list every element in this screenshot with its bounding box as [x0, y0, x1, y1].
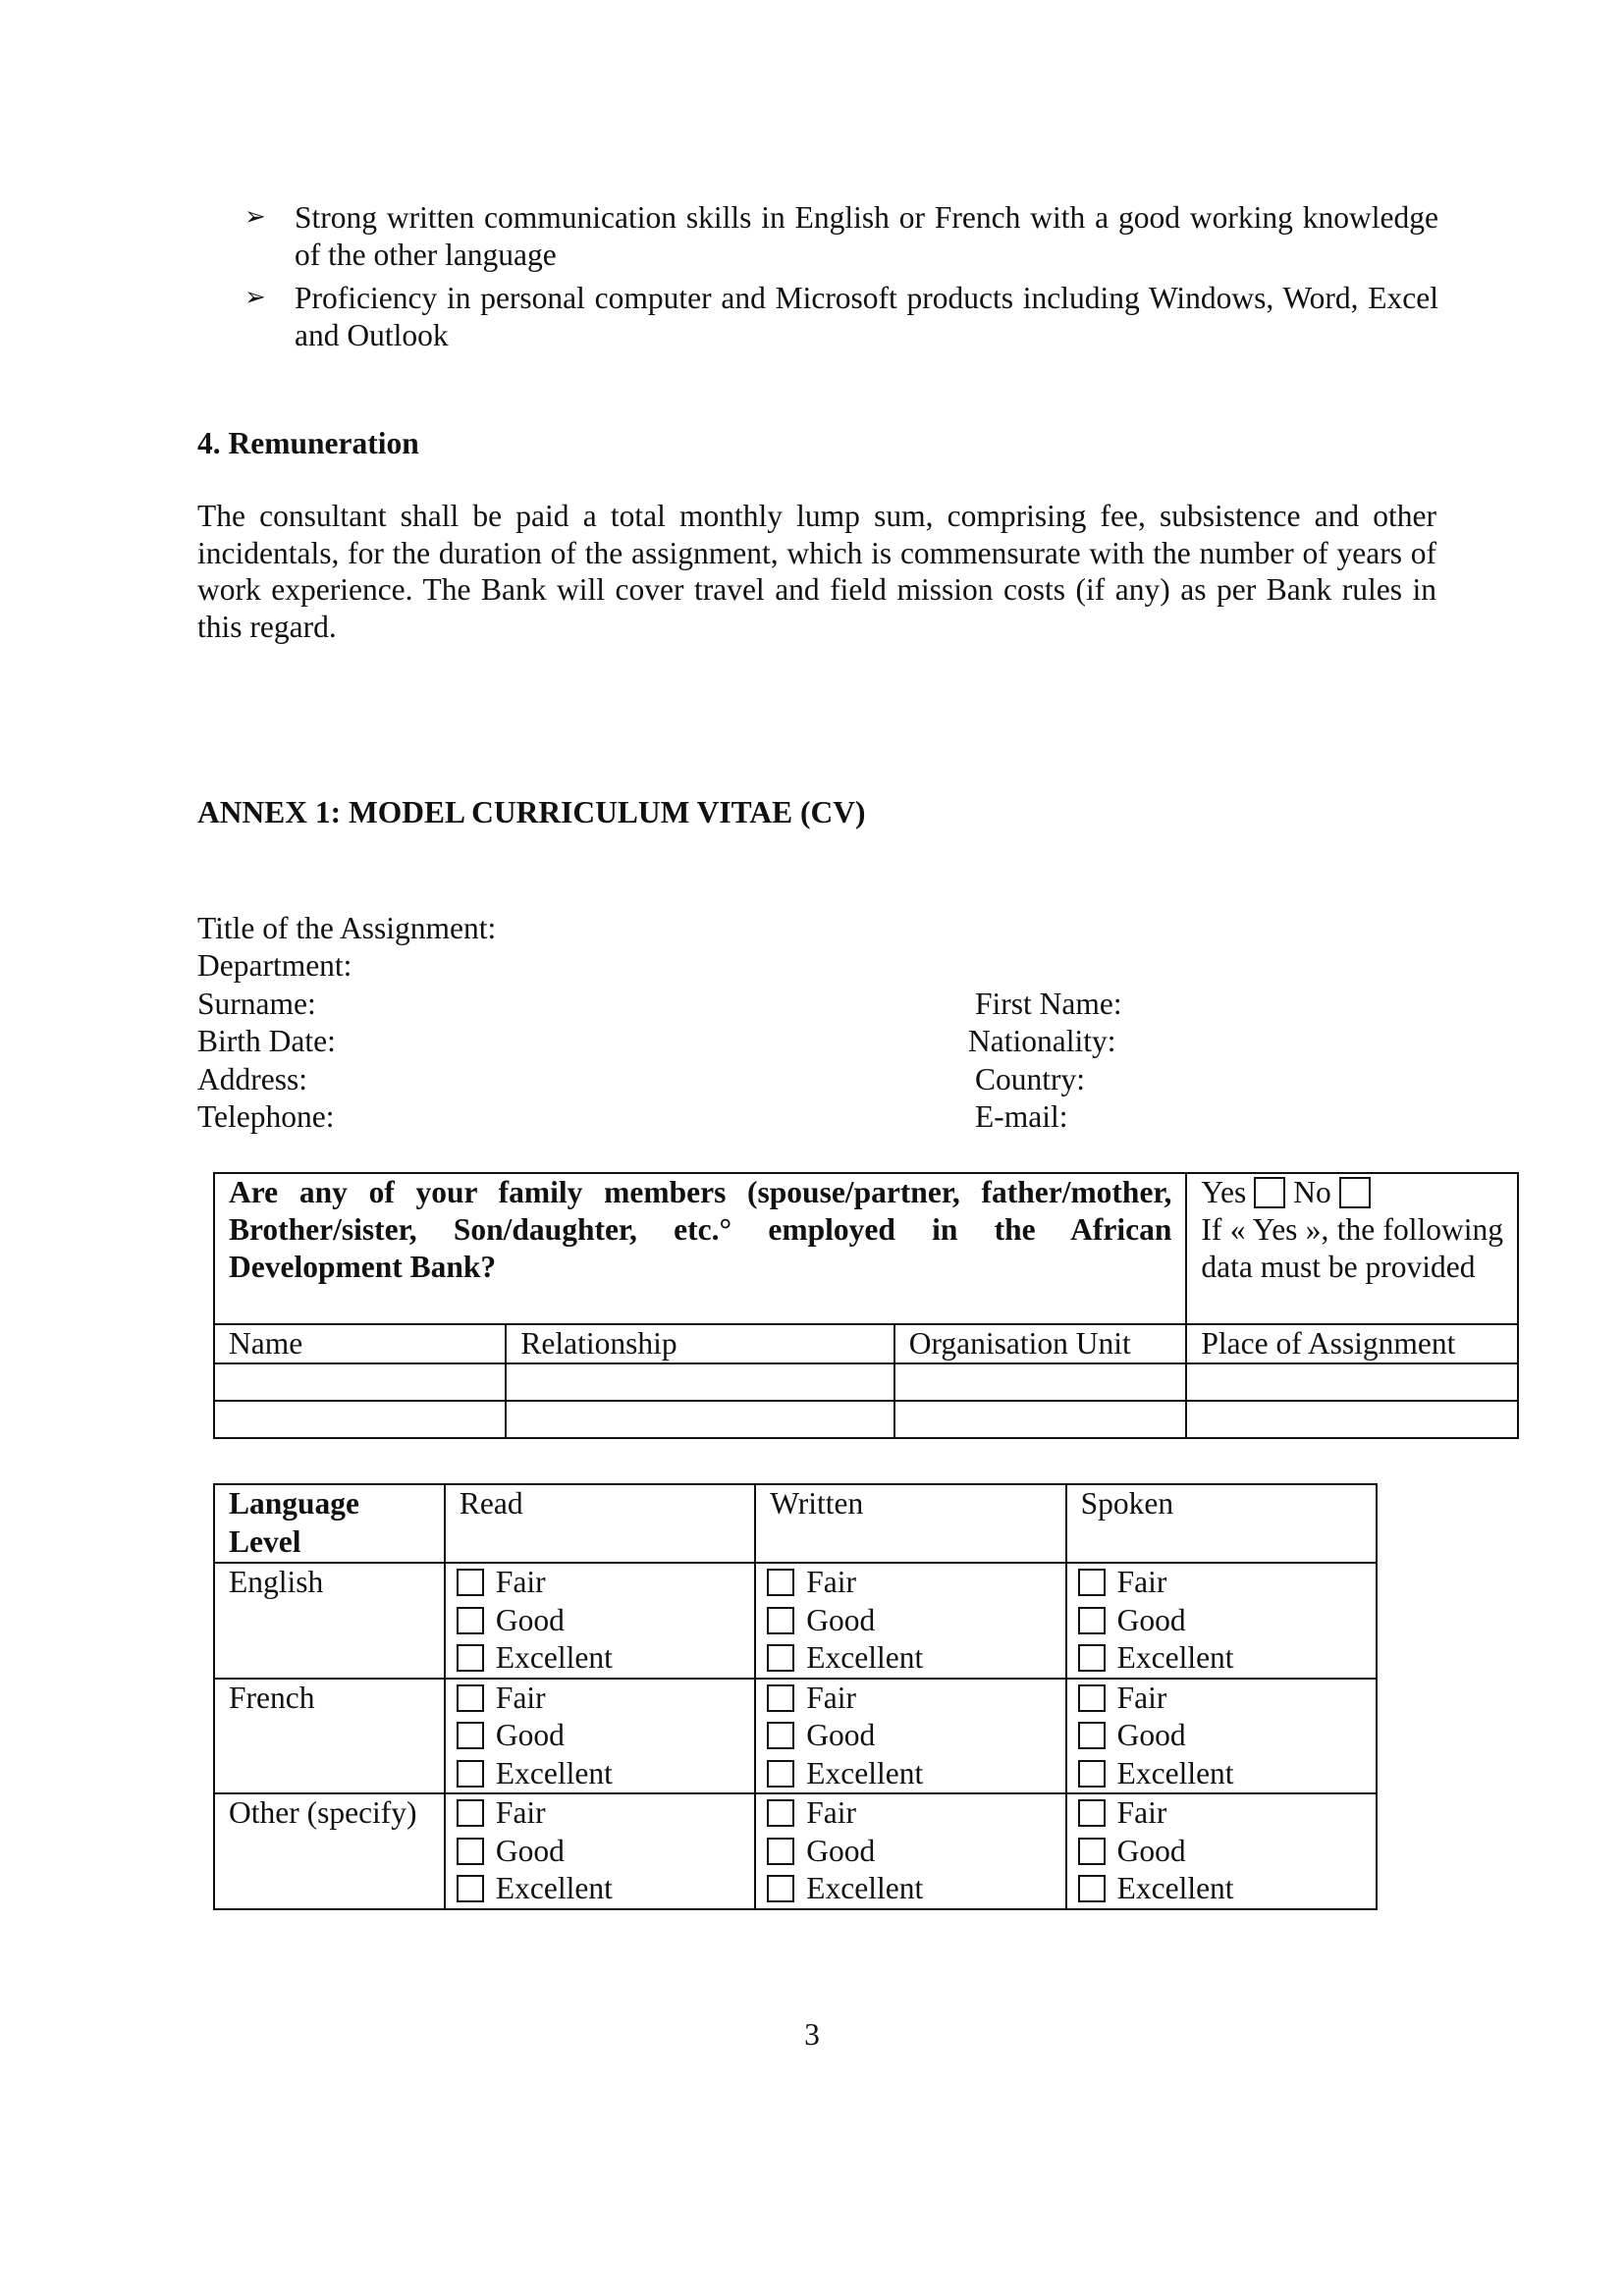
- excellent-option[interactable]: [1081, 1870, 1362, 1908]
- read-options: [445, 1679, 755, 1794]
- written-options: [755, 1563, 1065, 1679]
- column-header-name: Name: [214, 1324, 506, 1363]
- spoken-options: [1066, 1679, 1377, 1794]
- organisation-unit-cell[interactable]: [894, 1401, 1187, 1438]
- written-options: [755, 1793, 1065, 1909]
- excellent-option[interactable]: [460, 1755, 740, 1793]
- department-label: Department:: [197, 948, 352, 983]
- good-label: Good: [806, 1718, 876, 1752]
- arrow-bullet-icon: ➢: [244, 202, 266, 232]
- fair-checkbox[interactable]: [767, 1684, 794, 1712]
- language-english: English: [214, 1563, 445, 1679]
- fair-label: Fair: [495, 1565, 546, 1599]
- column-header-read: Read: [445, 1484, 755, 1563]
- good-label: Good: [495, 1833, 565, 1868]
- fair-checkbox[interactable]: [767, 1799, 794, 1827]
- yes-no-cell: [1186, 1173, 1518, 1324]
- fair-checkbox[interactable]: [457, 1684, 484, 1712]
- good-checkbox[interactable]: [767, 1722, 794, 1749]
- good-label: Good: [1116, 1718, 1186, 1752]
- fair-label: Fair: [1116, 1680, 1167, 1715]
- place-of-assignment-cell[interactable]: [1186, 1363, 1518, 1401]
- spoken-options: [1066, 1563, 1377, 1679]
- excellent-label: Excellent: [806, 1755, 924, 1790]
- good-label: Good: [806, 1833, 876, 1868]
- table-row: [214, 1793, 1377, 1909]
- surname-label: Surname:: [197, 987, 316, 1021]
- good-label: Good: [495, 1718, 565, 1752]
- fair-option[interactable]: [770, 1794, 1051, 1833]
- fair-checkbox[interactable]: [457, 1799, 484, 1827]
- address-label: Address:: [197, 1062, 307, 1096]
- excellent-checkbox[interactable]: [767, 1760, 794, 1788]
- page-number: 3: [804, 2017, 820, 2052]
- good-option[interactable]: [1081, 1717, 1362, 1755]
- fair-checkbox[interactable]: [457, 1569, 484, 1596]
- excellent-option[interactable]: [1081, 1755, 1362, 1793]
- fair-option[interactable]: [770, 1564, 1051, 1602]
- telephone-label: Telephone:: [197, 1099, 335, 1134]
- good-option[interactable]: [460, 1717, 740, 1755]
- fair-label: Fair: [495, 1795, 546, 1830]
- column-header-written: Written: [755, 1484, 1065, 1563]
- good-label: Good: [1116, 1602, 1186, 1637]
- good-checkbox[interactable]: [767, 1607, 794, 1634]
- fair-label: Fair: [806, 1680, 857, 1715]
- excellent-option[interactable]: [770, 1870, 1051, 1908]
- excellent-option[interactable]: [770, 1755, 1051, 1793]
- good-option[interactable]: [770, 1602, 1051, 1640]
- table-row: [214, 1563, 1377, 1679]
- place-of-assignment-cell[interactable]: [1186, 1401, 1518, 1438]
- bullet-item: [245, 280, 1438, 353]
- excellent-checkbox[interactable]: [457, 1875, 484, 1902]
- good-label: Good: [1116, 1833, 1186, 1868]
- excellent-label: Excellent: [806, 1640, 924, 1675]
- excellent-checkbox[interactable]: [1078, 1760, 1106, 1788]
- language-french: French: [214, 1679, 445, 1794]
- excellent-checkbox[interactable]: [1078, 1644, 1106, 1672]
- remuneration-heading: 4. Remuneration: [197, 426, 419, 460]
- good-checkbox[interactable]: [457, 1838, 484, 1865]
- annex-heading: ANNEX 1: MODEL CURRICULUM VITAE (CV): [197, 795, 866, 829]
- excellent-option[interactable]: [460, 1870, 740, 1908]
- language-level-header: Language Level: [214, 1484, 445, 1563]
- yes-note: If « Yes », the following data must be provided: [1201, 1212, 1503, 1284]
- bullet-text: Strong written communication skills in English or French with a good working knowledge of the other language: [295, 200, 1438, 272]
- fair-label: Fair: [1116, 1795, 1167, 1830]
- country-label: Country:: [975, 1062, 1086, 1096]
- language-table: [213, 1483, 1378, 1910]
- excellent-label: Excellent: [495, 1871, 613, 1905]
- excellent-checkbox[interactable]: [457, 1644, 484, 1672]
- good-checkbox[interactable]: [1078, 1607, 1106, 1634]
- birth-date-label: Birth Date:: [197, 1024, 336, 1058]
- excellent-label: Excellent: [1116, 1871, 1234, 1905]
- fair-label: Fair: [495, 1680, 546, 1715]
- fair-label: Fair: [806, 1795, 857, 1830]
- bullet-text: Proficiency in personal computer and Microsoft products including Windows, Word, Excel and Outlook: [295, 281, 1438, 352]
- name-cell[interactable]: [214, 1363, 506, 1401]
- table-row: [214, 1363, 1518, 1401]
- excellent-label: Excellent: [495, 1755, 613, 1790]
- first-name-label: First Name:: [975, 987, 1122, 1021]
- excellent-label: Excellent: [1116, 1755, 1234, 1790]
- no-checkbox[interactable]: [1339, 1177, 1371, 1208]
- fair-option[interactable]: [1081, 1680, 1362, 1718]
- remuneration-paragraph: The consultant shall be paid a total monthly lump sum, comprising fee, subsistence and other incidentals, for the duration of the assignment, which is commensurate with the number of years of work experience. The Bank will cover travel and field mission costs (if any) as per Bank rules in this regard.: [197, 499, 1436, 644]
- excellent-option[interactable]: [460, 1639, 740, 1678]
- organisation-unit-cell[interactable]: [894, 1363, 1187, 1401]
- good-label: Good: [806, 1602, 876, 1637]
- fair-option[interactable]: [1081, 1794, 1362, 1833]
- good-checkbox[interactable]: [1078, 1838, 1106, 1865]
- written-options: [755, 1679, 1065, 1794]
- fair-option[interactable]: [770, 1680, 1051, 1718]
- fair-checkbox[interactable]: [1078, 1799, 1106, 1827]
- nationality-label: Nationality:: [968, 1024, 1116, 1058]
- excellent-option[interactable]: [1081, 1639, 1362, 1678]
- read-options: [445, 1563, 755, 1679]
- title-of-assignment-label: Title of the Assignment:: [197, 911, 497, 945]
- fair-label: Fair: [806, 1565, 857, 1599]
- family-question: Are any of your family members (spouse/partner, father/mother, Brother/sister, Son/daughter, etc.° employed in the African Development Bank?: [214, 1173, 1186, 1324]
- fair-checkbox[interactable]: [1078, 1684, 1106, 1712]
- good-option[interactable]: [770, 1717, 1051, 1755]
- family-members-table: [213, 1172, 1519, 1439]
- yes-label: Yes: [1201, 1175, 1247, 1209]
- relationship-cell[interactable]: [506, 1401, 893, 1438]
- fair-option[interactable]: [460, 1564, 740, 1602]
- excellent-label: Excellent: [1116, 1640, 1234, 1675]
- fair-checkbox[interactable]: [767, 1569, 794, 1596]
- fair-checkbox[interactable]: [1078, 1569, 1106, 1596]
- good-checkbox[interactable]: [457, 1722, 484, 1749]
- good-label: Good: [495, 1602, 565, 1637]
- good-option[interactable]: [1081, 1602, 1362, 1640]
- column-header-relationship: Relationship: [506, 1324, 893, 1363]
- language-other: Other (specify): [214, 1793, 445, 1909]
- fair-option[interactable]: [460, 1680, 740, 1718]
- good-checkbox[interactable]: [767, 1838, 794, 1865]
- fair-label: Fair: [1116, 1565, 1167, 1599]
- excellent-checkbox[interactable]: [1078, 1875, 1106, 1902]
- yes-checkbox[interactable]: [1254, 1177, 1285, 1208]
- column-header-spoken: Spoken: [1066, 1484, 1377, 1563]
- good-option[interactable]: [1081, 1833, 1362, 1871]
- good-option[interactable]: [460, 1833, 740, 1871]
- good-checkbox[interactable]: [1078, 1722, 1106, 1749]
- column-header-organisation-unit: Organisation Unit: [894, 1324, 1187, 1363]
- table-row: [214, 1401, 1518, 1438]
- good-checkbox[interactable]: [457, 1607, 484, 1634]
- name-cell[interactable]: [214, 1401, 506, 1438]
- spoken-options: [1066, 1793, 1377, 1909]
- arrow-bullet-icon: ➢: [244, 283, 266, 312]
- fair-option[interactable]: [1081, 1564, 1362, 1602]
- no-label: No: [1293, 1175, 1331, 1209]
- table-row: [214, 1679, 1377, 1794]
- read-options: [445, 1793, 755, 1909]
- bullet-item: [245, 199, 1438, 273]
- excellent-checkbox[interactable]: [457, 1760, 484, 1788]
- fair-option[interactable]: [460, 1794, 740, 1833]
- column-header-place-of-assignment: Place of Assignment: [1186, 1324, 1518, 1363]
- good-option[interactable]: [460, 1602, 740, 1640]
- email-label: E-mail:: [975, 1099, 1068, 1134]
- relationship-cell[interactable]: [506, 1363, 893, 1401]
- excellent-label: Excellent: [495, 1640, 613, 1675]
- excellent-option[interactable]: [770, 1639, 1051, 1678]
- excellent-checkbox[interactable]: [767, 1644, 794, 1672]
- good-option[interactable]: [770, 1833, 1051, 1871]
- excellent-label: Excellent: [806, 1871, 924, 1905]
- excellent-checkbox[interactable]: [767, 1875, 794, 1902]
- yes-no-options: [1201, 1174, 1503, 1211]
